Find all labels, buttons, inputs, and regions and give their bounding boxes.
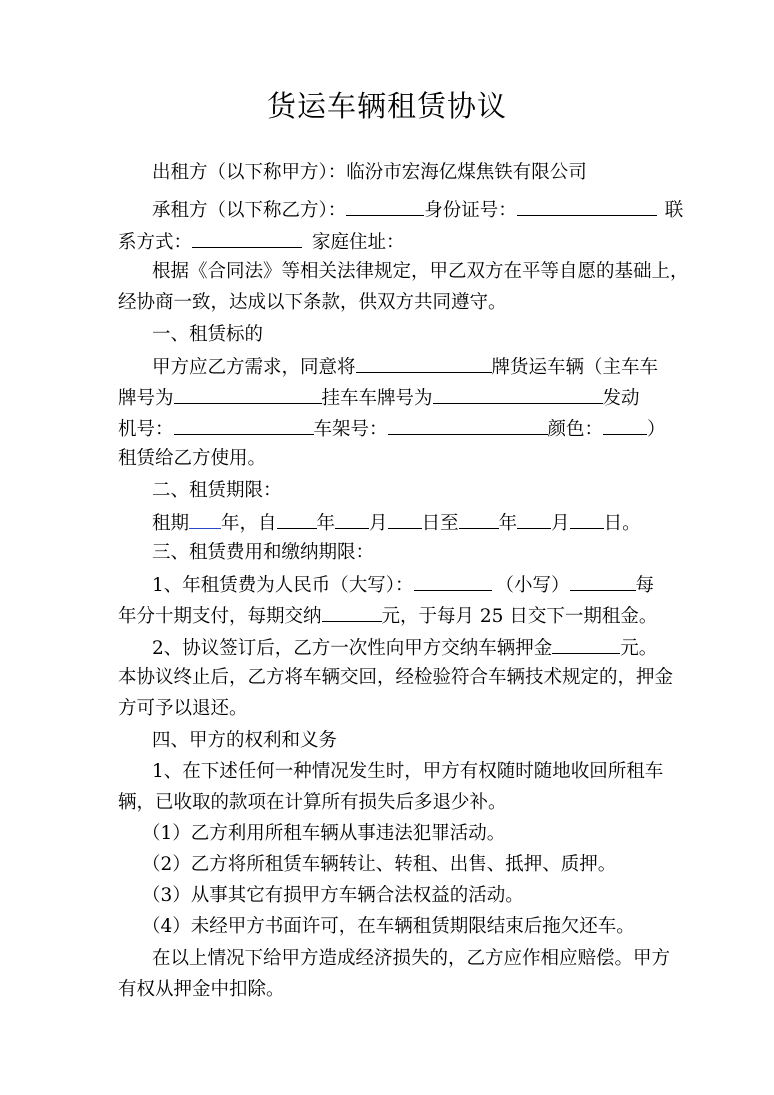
section-heading-1: 一、租赁标的 [152,324,264,345]
rights-item-3: （3）从事其它有损甲方车辆合法权益的活动。 [142,885,524,906]
vehicle-line-2: 牌号为 挂车车牌号为 发动 [118,384,640,412]
fee-line-2: 年分十期支付，每期交纳 元，于每月 25 日交下一期租金。 [118,602,657,630]
vehicle-line-3: 机号： 车架号： 颜色： ） [118,415,666,443]
phone-blank[interactable] [192,228,302,248]
fee-line-1: 1、年租赁费为人民币（大写）： （小写） 每 [152,571,654,599]
installment-blank[interactable] [322,602,382,622]
main-plate-blank[interactable] [174,384,322,404]
end-year-blank[interactable] [459,509,499,529]
fee-capital-blank[interactable] [414,571,492,591]
rights-line-2: 辆，已收取的款项在计算所有损失后多退少补。 [118,792,507,813]
engine-number-blank[interactable] [174,415,314,435]
fee-numeric-blank[interactable] [570,571,636,591]
end-month-blank[interactable] [517,509,551,529]
lessee-line: 承租方（以下称乙方）： 身份证号： 联 [152,196,683,224]
start-month-blank[interactable] [335,509,369,529]
lease-term-line: 租期 年，自 年 月 日至 年 月 日。 [152,509,641,537]
section-heading-3: 三、租赁费用和缴纳期限： [152,542,375,563]
preamble-line-1: 根据《合同法》等相关法律规定，甲乙双方在平等自愿的基础上， [152,261,689,282]
preamble-line-2: 经协商一致，达成以下条款，供双方共同遵守。 [118,292,507,313]
rights-item-4: （4）未经甲方书面许可，在车辆租赁期限结束后拖欠还车。 [142,916,635,937]
section-heading-2: 二、租赁期限： [152,480,282,501]
plate-region-blank[interactable] [356,353,492,373]
color-blank[interactable] [603,415,647,435]
rights-item-2: （2）乙方将所租赁车辆转让、转租、出售、抵押、质押。 [142,854,617,875]
rights-item-1: （1）乙方利用所租车辆从事违法犯罪活动。 [142,823,506,844]
compensation-line-2: 有权从押金中扣除。 [118,979,285,1000]
compensation-line-1: 在以上情况下给甲方造成经济损失的，乙方应作相应赔偿。甲方 [152,948,671,969]
section-heading-4: 四、甲方的权利和义务 [152,730,338,751]
start-day-blank[interactable] [388,509,422,529]
deposit-line-2: 本协议终止后，乙方将车辆交回，经检验符合车辆技术规定的，押金 [118,667,674,688]
end-day-blank[interactable] [570,509,604,529]
vehicle-line-1: 甲方应乙方需求，同意将 牌货运车辆（主车车 [152,353,658,381]
contact-line: 系方式： 家庭住址： [118,228,405,256]
rights-line-1: 1、在下述任何一种情况发生时，甲方有权随时随地收回所租车 [152,761,664,782]
start-year-blank[interactable] [277,509,317,529]
lessor-line: 出租方（以下称甲方）：临汾市宏海亿煤焦铁有限公司 [152,162,587,183]
id-number-blank[interactable] [517,196,657,216]
document-title: 货运车辆租赁协议 [266,89,507,123]
vin-blank[interactable] [388,415,548,435]
deposit-line-1: 2、协议签订后，乙方一次性向甲方交纳车辆押金 元。 [152,634,657,662]
trailer-plate-blank[interactable] [433,384,603,404]
term-years-blank[interactable] [189,509,221,529]
lessee-name-blank[interactable] [346,196,424,216]
vehicle-line-4: 租赁给乙方使用。 [118,448,267,469]
deposit-line-3: 方可予以退还。 [118,698,248,719]
deposit-blank[interactable] [552,634,620,654]
